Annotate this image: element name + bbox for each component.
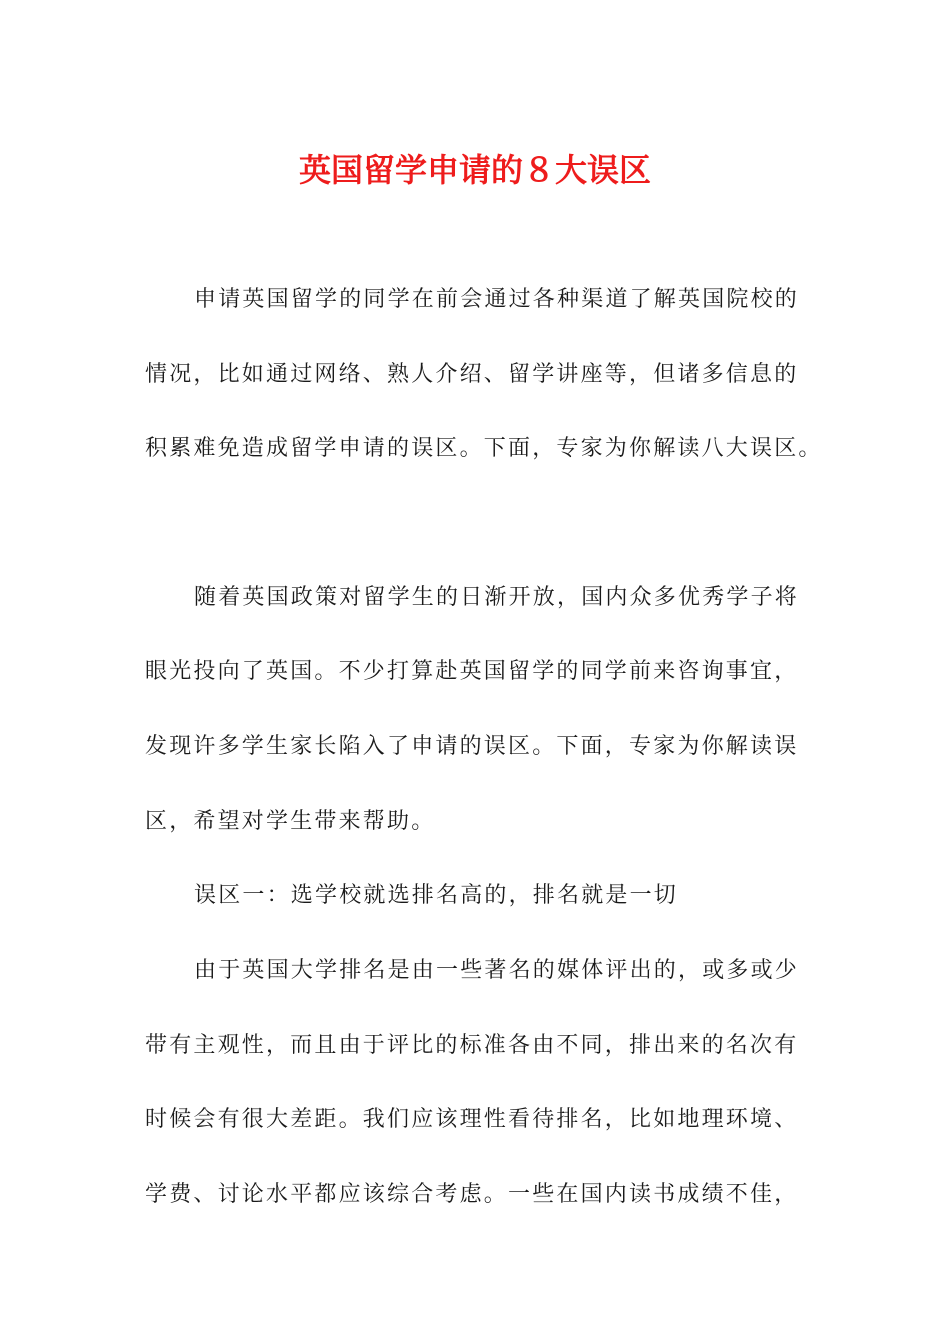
paragraph-line: 申请英国留学的同学在前会通过各种渠道了解英国院校的 <box>194 287 800 312</box>
paragraph-line: 发现许多学生家长陷入了申请的误区。下面，专家为你解读误 <box>145 734 799 759</box>
paragraph-line: 积累难免造成留学申请的误区。下面，专家为你解读八大误区。 <box>145 436 823 461</box>
paragraph-line: 学费、讨论水平都应该综合考虑。一些在国内读书成绩不佳， <box>145 1182 799 1207</box>
paragraph-line: 眼光投向了英国。不少打算赴英国留学的同学前来咨询事宜， <box>145 659 799 684</box>
paragraph-line: 由于英国大学排名是由一些著名的媒体评出的，或多或少 <box>194 958 800 983</box>
section-heading: 误区一：选学校就选排名高的，排名就是一切 <box>194 883 679 908</box>
document-title: 英国留学申请的８大误区 <box>298 151 651 189</box>
paragraph-line: 情况，比如通过网络、熟人介绍、留学讲座等，但诸多信息的 <box>145 362 799 387</box>
paragraph-line: 时候会有很大差距。我们应该理性看待排名，比如地理环境、 <box>145 1107 799 1132</box>
paragraph-line: 区，希望对学生带来帮助。 <box>145 809 436 834</box>
paragraph-line: 随着英国政策对留学生的日渐开放，国内众多优秀学子将 <box>194 585 800 610</box>
paragraph-line: 带有主观性，而且由于评比的标准各由不同，排出来的名次有 <box>145 1033 799 1058</box>
